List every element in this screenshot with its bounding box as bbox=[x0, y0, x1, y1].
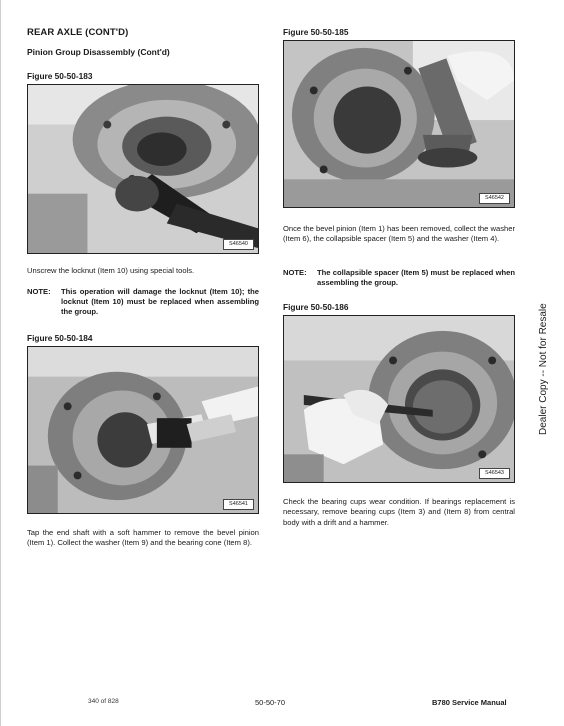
note-label: NOTE: bbox=[27, 287, 51, 296]
figure-186-caption: Figure 50-50-186 bbox=[283, 302, 349, 312]
section-title: REAR AXLE (CONT'D) bbox=[27, 27, 129, 38]
footer-section-page: 50-50-70 bbox=[255, 698, 286, 707]
step-unscrew-locknut: Unscrew the locknut (Item 10) using special tools. bbox=[27, 266, 195, 275]
figure-186-photo bbox=[283, 315, 515, 483]
figure-183-id: S46540 bbox=[223, 239, 254, 251]
step-tap-end-shaft: Tap the end shaft with a soft hammer to remove the bevel pinion (Item 1). Collect the washer (Item 9) and the bearing cone (Item 8). bbox=[27, 528, 259, 548]
figure-184-photo bbox=[27, 346, 259, 514]
step-check-bearing-cups: Check the bearing cups wear condition. If bearings replacement is necessary, remove bearing cups (Item 3) and (Item 8) from central body with a drift and a hammer. bbox=[283, 497, 515, 527]
note-text: This operation will damage the locknut (Item 10); the locknut (Item 10) must be replaced when assembling the group. bbox=[61, 287, 259, 317]
hammer-end-shaft-illustration bbox=[28, 347, 258, 513]
bearing-cup-drift-illustration bbox=[284, 316, 514, 482]
note-collapsible-spacer bbox=[283, 268, 515, 288]
footer-manual-title: B780 Service Manual bbox=[432, 698, 507, 707]
figure-184-id: S46541 bbox=[223, 499, 254, 511]
locknut-wrench-illustration bbox=[28, 85, 258, 253]
figure-183-photo bbox=[27, 84, 259, 254]
figure-185-photo bbox=[283, 40, 515, 208]
note-locknut bbox=[27, 287, 259, 318]
step-collect-washers: Once the bevel pinion (Item 1) has been removed, collect the washer (Item 6), the collapsible spacer (Item 5) and the washer (Item 4). bbox=[283, 224, 515, 244]
figure-183-caption: Figure 50-50-183 bbox=[27, 71, 93, 81]
figure-186-id: S46543 bbox=[479, 468, 510, 480]
figure-185-id: S46542 bbox=[479, 193, 510, 205]
note-label: NOTE: bbox=[283, 268, 307, 277]
dealer-copy-watermark: Dealer Copy -- Not for Resale bbox=[538, 303, 549, 435]
note-text: The collapsible spacer (Item 5) must be replaced when assembling the group. bbox=[317, 268, 515, 288]
subsection-title: Pinion Group Disassembly (Cont'd) bbox=[27, 47, 170, 57]
bevel-pinion-illustration bbox=[284, 41, 514, 207]
figure-185-caption: Figure 50-50-185 bbox=[283, 27, 349, 37]
figure-184-caption: Figure 50-50-184 bbox=[27, 333, 93, 343]
footer-page-count: 340 of 828 bbox=[88, 698, 119, 705]
